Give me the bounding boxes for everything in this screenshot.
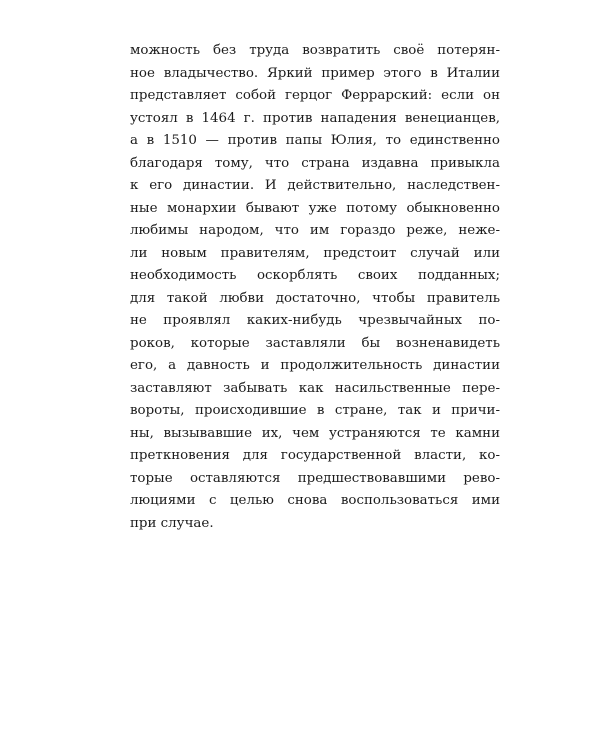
text-line: любимы народом, что им гораздо реже, неже-: [130, 223, 500, 238]
text-line: роков, которые заставляли бы возненавидеть: [130, 335, 500, 351]
text-line: ны, вызывавшие их, чем устраняются те камни: [130, 425, 500, 441]
text-line: представляет собой герцог Феррарский: если он: [130, 88, 500, 103]
text-line: ное владычество. Яркий пример этого в Италии: [130, 65, 500, 81]
text-line: а в 1510 — против папы Юлия, то единственно: [130, 133, 500, 148]
body-text: [130, 40, 500, 535]
text-line: благодаря тому, что страна издавна привыкла: [130, 155, 500, 171]
text-line: люциями с целью снова воспользоваться ими: [130, 493, 500, 508]
text-line: необходимость оскорблять своих подданных;: [130, 268, 500, 283]
text-line: торые оставляются предшествовавшими рево-: [130, 470, 500, 486]
text-line: преткновения для государственной власти, ко-: [130, 448, 500, 463]
text-line-last: при случае.: [130, 515, 214, 531]
text-line: для такой любви достаточно, чтобы правитель: [130, 290, 500, 306]
text-line: ные монархии бывают уже потому обыкновенно: [130, 200, 500, 216]
text-line: вороты, происходившие в стране, так и причи-: [130, 403, 500, 418]
text-line: заставляют забывать как насильственные пере-: [130, 380, 500, 396]
text-line: устоял в 1464 г. против нападения венецианцев,: [130, 110, 500, 126]
text-line: его, а давность и продолжительность династии: [130, 358, 500, 373]
text-line: к его династии. И действительно, наследствен-: [130, 178, 500, 193]
text-line: ли новым правителям, предстоит случай или: [130, 245, 500, 261]
text-line: не проявлял каких-нибудь чрезвычайных по-: [130, 313, 500, 328]
text-line: можность без труда возвратить своё потерян-: [130, 43, 500, 58]
